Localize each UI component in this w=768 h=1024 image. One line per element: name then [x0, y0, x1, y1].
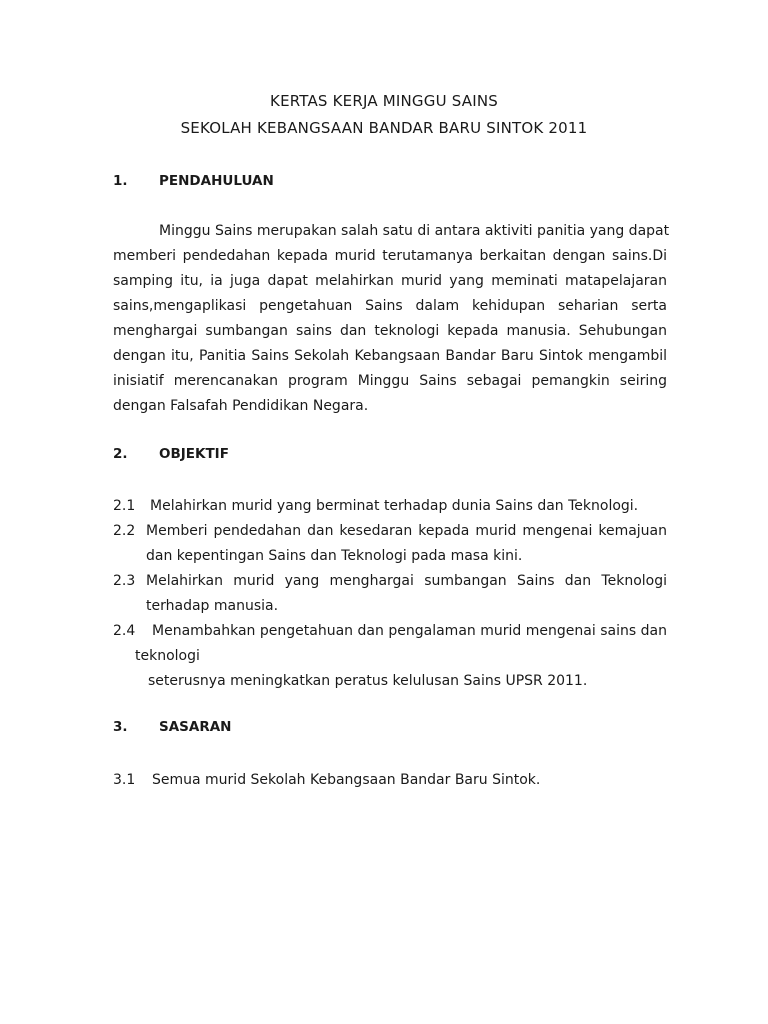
section-number: 2.	[113, 446, 128, 462]
paragraph-line: sains,mengaplikasi pengetahuan Sains dalam kehidupan seharian serta	[113, 298, 667, 314]
section-title: SASARAN	[159, 719, 232, 735]
item-text: Melahirkan murid yang menghargai sumbangan Sains dan Teknologi	[146, 573, 667, 589]
item-text: Menambahkan pengetahuan dan pengalaman murid mengenai sains dan	[152, 623, 667, 639]
item-text: Melahirkan murid yang berminat terhadap dunia Sains dan Teknologi.	[150, 498, 639, 514]
objective-item	[113, 494, 667, 519]
pendahuluan-paragraph	[113, 219, 670, 419]
paragraph-line: Minggu Sains merupakan salah satu di antara aktiviti panitia yang dapat	[159, 223, 670, 239]
document-title: KERTAS KERJA MINGGU SAINS	[270, 92, 498, 110]
section-heading-objektif	[113, 446, 229, 462]
paragraph-line: dengan itu, Panitia Sains Sekolah Kebangsaan Bandar Baru Sintok mengambil	[113, 348, 667, 364]
section-number: 3.	[113, 719, 128, 735]
item-text-continued: terhadap manusia.	[146, 598, 279, 614]
target-item	[113, 768, 667, 793]
item-text-continued: teknologi	[135, 648, 200, 664]
item-number: 3.1	[113, 772, 136, 788]
item-number: 2.2	[113, 523, 136, 539]
section-heading-pendahuluan	[113, 173, 274, 189]
item-text-continued: seterusnya meningkatkan peratus kelulusan Sains UPSR 2011.	[148, 673, 588, 689]
section-title: PENDAHULUAN	[159, 173, 274, 189]
section-title: OBJEKTIF	[159, 446, 229, 462]
section-heading-sasaran	[113, 719, 231, 735]
paragraph-line: memberi pendedahan kepada murid terutamanya berkaitan dengan sains.Di	[113, 248, 667, 264]
paragraph-line: inisiatif merencanakan program Minggu Sains sebagai pemangkin seiring	[113, 373, 667, 389]
item-number: 2.4	[113, 623, 136, 639]
item-text-continued: dan kepentingan Sains dan Teknologi pada masa kini.	[146, 548, 523, 564]
document-subtitle: SEKOLAH KEBANGSAAN BANDAR BARU SINTOK 2011	[180, 119, 588, 137]
paragraph-line: dengan Falsafah Pendidikan Negara.	[113, 398, 369, 414]
item-number: 2.1	[113, 498, 136, 514]
objective-item	[113, 619, 667, 694]
item-text: Semua murid Sekolah Kebangsaan Bandar Baru Sintok.	[152, 772, 541, 788]
objective-item	[113, 519, 667, 569]
section-number: 1.	[113, 173, 128, 189]
item-number: 2.3	[113, 573, 136, 589]
paragraph-line: menghargai sumbangan sains dan teknologi kepada manusia. Sehubungan	[113, 323, 667, 339]
objective-item	[113, 569, 667, 619]
paragraph-line: samping itu, ia juga dapat melahirkan murid yang meminati matapelajaran	[113, 273, 667, 289]
item-text: Memberi pendedahan dan kesedaran kepada murid mengenai kemajuan	[146, 523, 667, 539]
